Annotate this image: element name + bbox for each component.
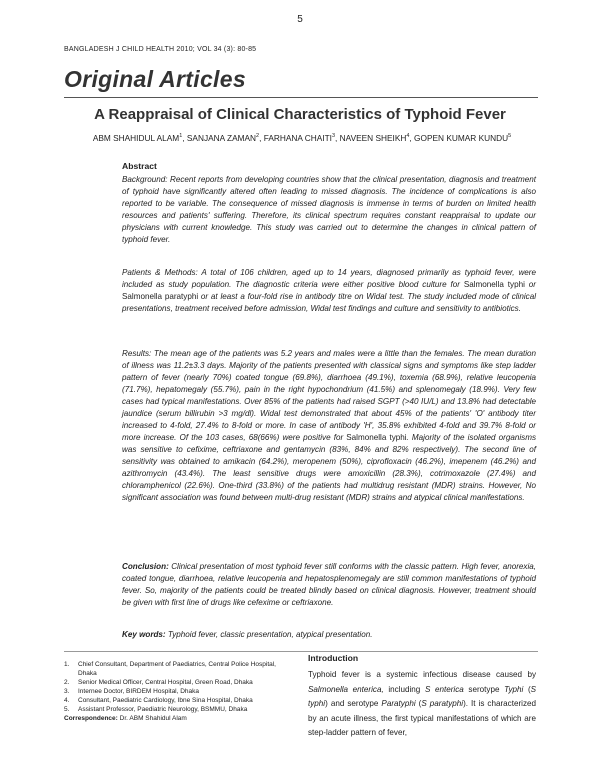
section-heading: Original Articles [64, 66, 246, 92]
journal-citation: BANGLADESH J CHILD HEALTH 2010; VOL 34 (3): 80-85 [64, 46, 257, 53]
author: SANJANA ZAMAN$^2$ [186, 133, 260, 143]
page-number: 5 [297, 14, 303, 25]
author: ABM SHAHIDUL ALAM$^1$ [92, 133, 183, 143]
introduction-heading: Introduction [308, 653, 359, 663]
author: FARHANA CHAITI$^3$ [263, 133, 336, 143]
footnote: 3. Internee Doctor, BIRDEM Hospital, Dhaka [64, 688, 200, 695]
footnotes [64, 660, 296, 723]
author: NAVEEN SHEIKH$^4$ [339, 133, 410, 143]
abstract-conclusion: Conclusion: Clinical presentation of most typhoid fever still conforms with the classic pattern. High fever, anorexia, coated tongue, diarrhoea, relative leucopenia and hepatosplenomegaly are still common manifestations of typhoid fever. So, majority of the patients could be treated blindly based on clinical diagnosis. However, treatment should be given with first line of drugs like cefexime or ceftriaxone. [122, 562, 537, 607]
correspondence: Correspondence: Dr. ABM Shahidul Alam [64, 715, 187, 722]
header-rule [64, 97, 538, 98]
footnote: 5. Assistant Professor, Paediatric Neurology, BSMMU, Dhaka [64, 706, 248, 713]
abstract-background: Background: Recent reports from developing countries show that the clinical presentation, diagnosis and treatment of typhoid have significantly altered often leading to missed diagnosis. The incidence of complications is also reported to be variable. The consequence of missed diagnosis is immense in terms of burden on limited health resources and patients' suffering. Therefore, its clinical spectrum requires constant reappraisal to update our physicians with current knowledge. This study was carried out to determine the changes in clinical pattern of typhoid fever. [122, 175, 536, 244]
abstract-results: Results: The mean age of the patients was 5.2 years and males were a little than the females. The mean duration of illness was 11.2±3.3 days. Majority of the patients presented with classical signs and symptoms like step ladder pattern of fever (nearly 70%) coated tongue (69.8%), diarrhoea (49.1%), toxemia (68.9%), relative leucopenia (71.7%), hepatomegaly (55.7%), pain in the right hypochondrium (41.5%) and splenomegaly (18.9%). Very few cases had typical manifestations. Over 85% of the patients had raised SGPT (>40 IU/L) and 13.8% had detectable jaundice (serum billirubin >3 mg/dl). Widal test demonstrated that about 45% of the patients' 'O' antibody titer increased to 4-fold, 27.4% to 8-fold or more. In case of antibody 'H', 35.8% exhibited 4-fold and 39.7% 8-fold or more increase. Of the 103 cases, 68(66%) were positive for Salmonella typhi. Majority of the isolated organisms was sensitive to cefixime, ceftriaxone and gentamycin (83%, 84% and 82% respectively). The second line of sensitivity was obtained to amikacin (64.2%), meropenem (50%), ciprofloxacin (46.2%), imepenem (46.2%) and azithromycin (43.4%). The least sensitive drugs were amoxicillin (28.3%), cotrimoxazole (27.4%) and chloramphenicol (22.6%). One-third (33.8%) of the patients had multidrug resistant (MDR) strains. However, No significant association was found between multi-drug resistant (MDR) strains and atypical clinical manifestations. [122, 349, 536, 502]
abstract-heading: Abstract [122, 161, 157, 171]
footnote: 4. Consultant, Paediatric Cardiology, Ibne Sina Hospital, Dhaka [64, 697, 253, 704]
footnote-rule [64, 651, 538, 652]
abstract-methods: Patients & Methods: A total of 106 children, aged up to 14 years, diagnosed primarily as typhoid fever, were included as study population. The diagnostic criteria were either positive blood culture for Salmonella typhi or Salmonella paratyphi or at least a four-fold rise in antibody titre on Widal test. The study included mode of clinical presentations, treatment received before admission, Widal test findings and culture and sensitivity to antibiotics. [122, 268, 537, 313]
article-title: A Reappraisal of Clinical Characteristics of Typhoid Fever [94, 106, 506, 123]
author-list: ABM SHAHIDUL ALAM$^1$, SANJANA ZAMAN$^2$, FARHANA CHAITI$^3$, NAVEEN SHEIKH$^4$, GOPEN KUMAR KUNDU$^5$ [92, 133, 512, 143]
footnote: 1. Chief Consultant, Department of Paediatrics, Central Police Hospital, Dhaka [64, 661, 276, 677]
author: GOPEN KUMAR KUNDU$^5$ [414, 133, 512, 143]
abstract-keywords: Key words: Typhoid fever, classic presentation, atypical presentation. [122, 630, 373, 639]
footnote: 2. Senior Medical Officer, Central Hospital, Green Road, Dhaka [64, 679, 253, 686]
introduction-text: Typhoid fever is a systemic infectious disease caused by Salmonella enterica, including S enterica serotype Typhi (S typhi) and serotype Paratyphi (S paratyphi). It is characterized by an acute illness, the first typical manifestations of which are step-ladder pattern of fever, [308, 670, 537, 737]
